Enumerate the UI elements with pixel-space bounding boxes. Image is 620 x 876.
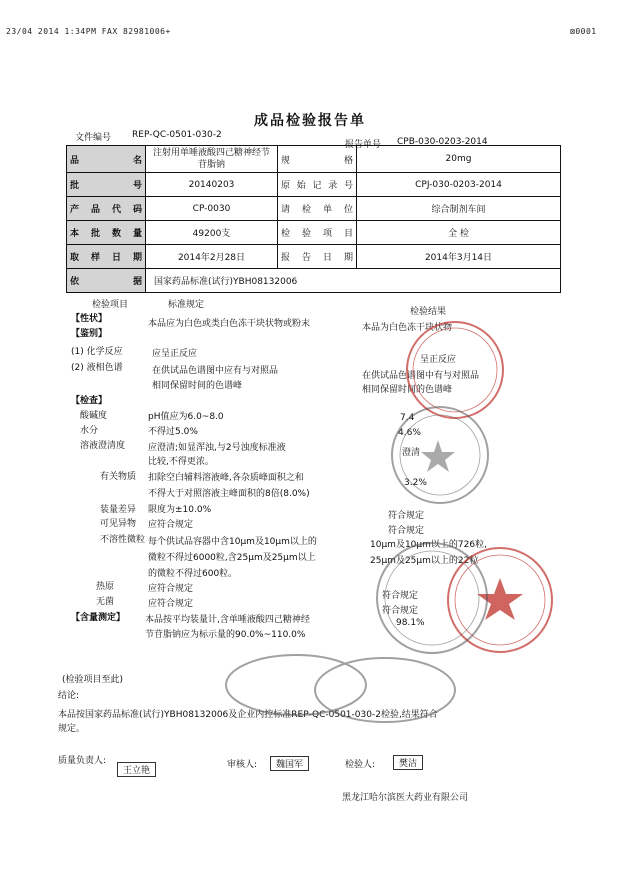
document-title: 成品检验报告单 bbox=[254, 113, 366, 129]
ident-hplc-result-2: 相同保留时间的色谱峰 bbox=[362, 385, 453, 395]
ident-hplc-standard-2: 相同保留时间的色谱峰 bbox=[152, 381, 243, 391]
check-clarity-standard-2: 比较,不得更浓。 bbox=[148, 457, 214, 467]
fax-header-page: ⊠0001 bbox=[570, 27, 597, 36]
check-fill-label: 装量差异 bbox=[100, 505, 137, 515]
inspection-items: 全 检 bbox=[357, 221, 561, 245]
check-particles-result-2: 25μm及25μm以上的22粒 bbox=[370, 556, 479, 566]
trait-standard: 本品应为白色或类白色冻干块状物或粉末 bbox=[148, 319, 311, 329]
check-visible-standard: 应符合规定 bbox=[148, 520, 194, 530]
check-acidity-result: 7.4 bbox=[400, 413, 415, 423]
check-pyrogen-standard: 应符合规定 bbox=[148, 584, 194, 594]
inspector-signature: 樊洁 bbox=[393, 755, 423, 770]
check-particles-standard-1: 每个供试品容器中含10μm及10μm以上的 bbox=[148, 537, 317, 547]
check-sterility-standard: 应符合规定 bbox=[148, 599, 194, 609]
conclusion-text-2: 规定。 bbox=[58, 724, 86, 734]
check-clarity-standard-1: 应澄清;如显浑浊,与2号浊度标准液 bbox=[148, 443, 286, 453]
end-note: (检验项目至此) bbox=[62, 675, 124, 685]
check-related-label: 有关物质 bbox=[100, 472, 137, 482]
check-related-standard-2: 不得大于对照溶液主峰面积的8倍(8.0%) bbox=[148, 489, 310, 499]
report-date: 2014年3月14日 bbox=[357, 245, 561, 269]
check-sterility-result: 符合规定 bbox=[382, 606, 419, 616]
check-visible-result: 符合规定 bbox=[388, 526, 425, 536]
ident-chem-label: (1) 化学反应 bbox=[71, 347, 123, 357]
star-icon bbox=[421, 440, 455, 472]
product-code: CP-0030 bbox=[146, 197, 278, 221]
check-water-result: 4.6% bbox=[398, 428, 421, 438]
ident-chem-standard: 应呈正反应 bbox=[152, 349, 198, 359]
ident-hplc-standard-1: 在供试品色谱图中应有与对照品 bbox=[152, 366, 279, 376]
check-particles-standard-3: 的微粒不得过600粒。 bbox=[148, 569, 238, 579]
section-identification: 【鉴别】 bbox=[71, 329, 108, 339]
row-label: 依 据 bbox=[67, 269, 146, 293]
qa-label: 质量负责人: bbox=[58, 756, 107, 766]
sampling-date: 2014年2月28日 bbox=[146, 245, 278, 269]
check-visible-label: 可见异物 bbox=[100, 519, 137, 529]
reviewer-signature: 魏国军 bbox=[270, 756, 309, 771]
row-label: 规 格 bbox=[278, 146, 357, 173]
check-related-standard-1: 扣除空白辅料溶液峰,各杂质峰面积之和 bbox=[148, 473, 304, 483]
row-label: 本批数量 bbox=[67, 221, 146, 245]
company-name: 黑龙江哈尔滨医大药业有限公司 bbox=[342, 793, 469, 803]
basis-standard: 国家药品标准(试行)YBH08132006 bbox=[146, 269, 561, 293]
file-number: REP-QC-0501-030-2 bbox=[132, 130, 222, 140]
ident-hplc-result-1: 在供试品色谱图中有与对照品 bbox=[362, 371, 480, 381]
conclusion-label: 结论: bbox=[58, 691, 80, 701]
check-fill-result: 符合规定 bbox=[388, 511, 425, 521]
report-number: CPB-030-0203-2014 bbox=[397, 137, 488, 147]
reviewer-label: 审核人: bbox=[227, 760, 258, 770]
row-label: 检验项目 bbox=[278, 221, 357, 245]
col-header-item: 检验项目 bbox=[92, 300, 129, 310]
row-label: 批 号 bbox=[67, 173, 146, 197]
row-label: 请检单位 bbox=[278, 197, 357, 221]
col-header-standard: 标准规定 bbox=[168, 300, 205, 310]
inspector-label: 检验人: bbox=[345, 760, 376, 770]
row-label: 原始记录号 bbox=[278, 173, 357, 197]
section-traits: 【性状】 bbox=[71, 314, 108, 324]
check-clarity-result: 澄清 bbox=[402, 448, 421, 458]
section-assay: 【含量测定】 bbox=[71, 613, 126, 623]
batch-quantity: 49200支 bbox=[146, 221, 278, 245]
assay-standard-2: 节苷脂钠应为标示量的90.0%~110.0% bbox=[145, 630, 306, 640]
check-acidity-label: 酸碱度 bbox=[80, 411, 108, 421]
section-check: 【检查】 bbox=[71, 396, 108, 406]
check-related-result: 3.2% bbox=[404, 478, 427, 488]
row-label: 报告日期 bbox=[278, 245, 357, 269]
row-label: 品 名 bbox=[67, 146, 146, 173]
check-water-standard: 不得过5.0% bbox=[148, 427, 198, 437]
conclusion-text-1: 本品按国家药品标准(试行)YBH08132006及企业内控标准REP-QC-0501-030-2检验,结果符合 bbox=[58, 710, 438, 720]
check-pyrogen-label: 热原 bbox=[96, 582, 115, 592]
check-pyrogen-result: 符合规定 bbox=[382, 591, 419, 601]
row-label: 产品代码 bbox=[67, 197, 146, 221]
file-number-label: 文件编号 bbox=[75, 133, 112, 143]
requesting-unit: 综合制剂车间 bbox=[357, 197, 561, 221]
spec-value: 20mg bbox=[357, 146, 561, 173]
batch-number: 20140203 bbox=[146, 173, 278, 197]
check-particles-standard-2: 微粒不得过6000粒,含25μm及25μm以上 bbox=[148, 553, 316, 563]
report-number-label: 报告单号 bbox=[345, 140, 382, 150]
check-water-label: 水分 bbox=[80, 426, 99, 436]
check-acidity-standard: pH值应为6.0~8.0 bbox=[148, 412, 224, 422]
fax-header-left: 23/04 2014 1:34PM FAX 82981006+ bbox=[6, 27, 171, 36]
ident-hplc-label: (2) 液相色谱 bbox=[71, 363, 123, 373]
record-number: CPJ-030-0203-2014 bbox=[357, 173, 561, 197]
ident-chem-result: 呈正反应 bbox=[420, 355, 457, 365]
assay-standard-1: 本品按平均装量计,含单唾液酸四己糖神经 bbox=[145, 615, 310, 625]
check-sterility-label: 无菌 bbox=[96, 597, 115, 607]
check-clarity-label: 溶液澄清度 bbox=[80, 441, 126, 451]
check-fill-standard: 限度为±10.0% bbox=[148, 505, 212, 515]
trait-result: 本品为白色冻干块状物 bbox=[362, 323, 453, 333]
row-label: 取样日期 bbox=[67, 245, 146, 269]
qa-signature: 王立艳 bbox=[117, 762, 156, 777]
assay-result: 98.1% bbox=[396, 618, 425, 628]
check-particles-result-1: 10μm及10μm以上的726粒, bbox=[370, 540, 487, 550]
col-header-result: 检验结果 bbox=[410, 307, 447, 317]
check-particles-label: 不溶性微粒 bbox=[100, 535, 146, 545]
product-name: 注射用单唾液酸四己糖神经节苷脂钠 bbox=[146, 146, 278, 173]
